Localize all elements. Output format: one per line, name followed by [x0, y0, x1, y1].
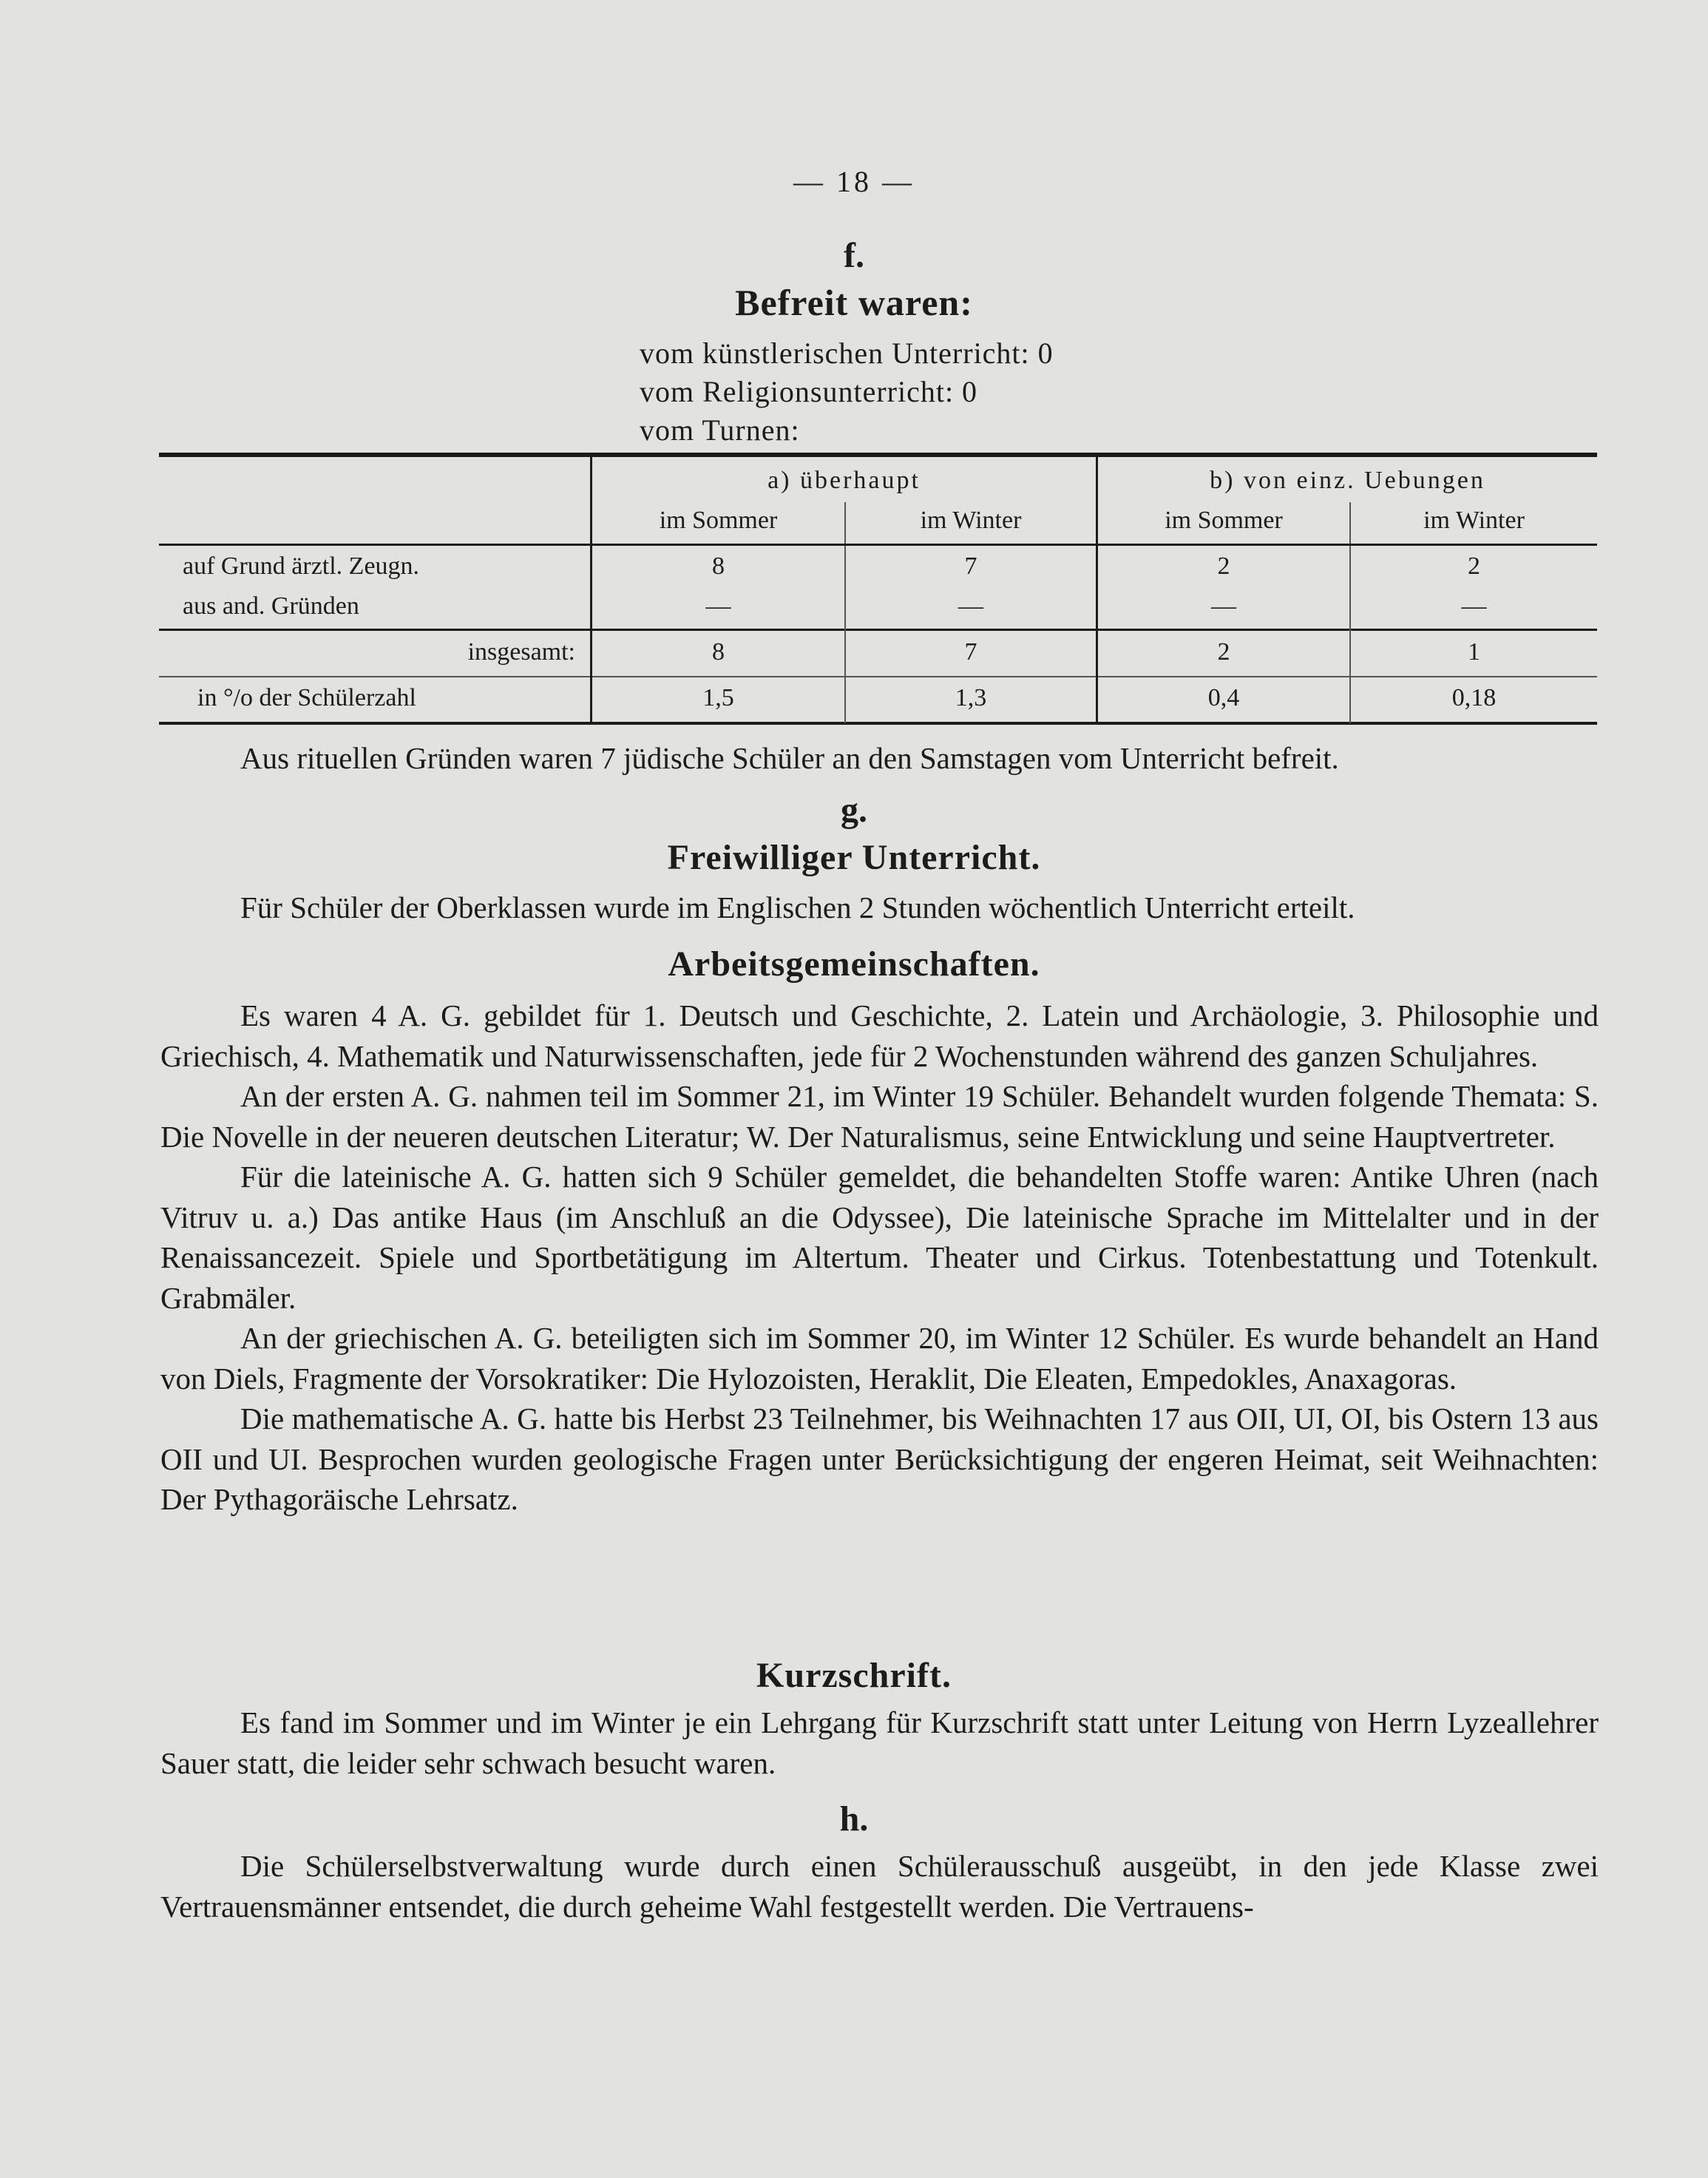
table-bottom-rule: [159, 722, 1597, 725]
exempt-line-turnen: vom Turnen:: [640, 413, 800, 447]
cell-other-a-winter: —: [958, 592, 983, 620]
cell-total-a-summer: 8: [712, 638, 725, 666]
row-label-percent: in °/o der Schülerzahl: [197, 684, 416, 711]
cell-total-a-winter: 7: [964, 638, 977, 666]
freiwillig-paragraph: [160, 887, 1599, 928]
ag-paragraphs: [160, 995, 1599, 1520]
header-a-summer: im Sommer: [659, 507, 778, 534]
cell-total-b-winter: 1: [1468, 638, 1480, 666]
kurzschrift-text: Es fand im Sommer und im Winter je ein Lehrgang für Kurzschrift statt unter Leitung von Herrn Lyzeallehrer Sauer statt, die leider sehr schwach besucht waren.: [160, 1705, 1599, 1780]
section-letter-h: h.: [839, 1799, 869, 1839]
section-letter-f: f.: [844, 236, 864, 275]
exemption-table: [159, 453, 1597, 726]
cell-other-b-winter: —: [1461, 592, 1487, 620]
header-group-a: a) überhaupt: [767, 467, 921, 494]
row-label-medical: auf Grund ärztl. Zeugn.: [183, 552, 420, 580]
row-label-other: aus and. Gründen: [183, 592, 359, 620]
cell-other-a-summer: —: [705, 592, 731, 620]
cell-medical-b-winter: 2: [1468, 552, 1480, 580]
section-letter-g: g.: [841, 791, 867, 830]
table-body-rule: [159, 629, 1597, 631]
row-label-total: insgesamt:: [467, 638, 575, 666]
ag-paragraph-1: Es waren 4 A. G. gebildet für 1. Deutsch und Geschichte, 2. Latein und Archäologie, 3. Philosophie und Griechisch, 4. Mathematik und Naturwissenschaften, jede für 2 Wochenstunden während des ganzen Schuljahres.: [160, 998, 1599, 1073]
cell-percent-a-summer: 1,5: [702, 684, 734, 711]
heading-kurzschrift: Kurzschrift.: [756, 1656, 952, 1695]
ag-paragraph-5: Die mathematische A. G. hatte bis Herbst 23 Teilnehmer, bis Weihnachten 17 aus OII, UI, OI, bis Ostern 13 aus OII und UI. Besprochen wurden geologische Fragen unter Berücksichtigung der engeren Heimat, seit Weihnachten: Der Pythagoräische Lehrsatz.: [160, 1401, 1599, 1516]
exempt-line-religion: vom Religionsunterricht: 0: [640, 375, 978, 408]
freiwillig-text: Für Schüler der Oberklassen wurde im Englischen 2 Stunden wöchentlich Unterricht erteilt.: [240, 890, 1355, 924]
page-number: — 18 —: [793, 165, 915, 198]
cell-medical-a-summer: 8: [712, 552, 725, 580]
header-a-winter: im Winter: [920, 507, 1022, 534]
cell-medical-a-winter: 7: [964, 552, 977, 580]
cell-percent-b-summer: 0,4: [1207, 684, 1240, 711]
cell-percent-b-winter: 0,18: [1451, 684, 1497, 711]
header-group-b: b) von einz. Uebungen: [1210, 467, 1485, 494]
table-header-rule: [159, 544, 1597, 546]
header-b-winter: im Winter: [1423, 507, 1525, 534]
cell-total-b-summer: 2: [1217, 638, 1230, 666]
heading-freiwillig: Freiwilliger Unterricht.: [667, 838, 1041, 877]
ritual-note: [160, 738, 1599, 779]
table-total-rule: [159, 676, 1597, 677]
section-h-paragraph: [160, 1846, 1599, 1927]
table-top-rule: [159, 453, 1597, 457]
ritual-note-text: Aus rituellen Gründen waren 7 jüdische Schüler an den Samstagen vom Unterricht befreit.: [240, 741, 1339, 775]
heading-arbeitsgemeinschaften: Arbeitsgemeinschaften.: [668, 944, 1040, 984]
ag-paragraph-3: Für die lateinische A. G. hatten sich 9 Schüler gemeldet, die behandelten Stoffe waren: Antike Uhren (nach Vitruv u. a.) Das antike Haus (im Anschluß an die Odyssee), Die lateinische Sprache im Mittelalter und in der Renaissancezeit. Spiele und Sportbetätigung im Altertum. Theater und Cirkus. Totenbestattung und Totenkult. Grabmäler.: [160, 1160, 1599, 1315]
ag-paragraph-2: An der ersten A. G. nahmen teil im Sommer 21, im Winter 19 Schüler. Behandelt wurden folgende Themata: S. Die Novelle in der neueren deutschen Literatur; W. Der Naturalismus, seine Entwicklung und seine Hauptvertreter.: [160, 1079, 1599, 1154]
ag-paragraph-4: An der griechischen A. G. beteiligten sich im Sommer 20, im Winter 12 Schüler. Es wurde behandelt an Hand von Diels, Fragmente der Vorsokratiker: Die Hylozoisten, Heraklit, Die Eleaten, Empedokles, Anaxagoras.: [160, 1321, 1599, 1396]
cell-medical-b-summer: 2: [1217, 552, 1230, 580]
section-h-text: Die Schülerselbstverwaltung wurde durch einen Schülerausschuß ausgeübt, in den jede Klasse zwei Vertrauensmänner entsendet, die durch geheime Wahl festgestellt werden. Die Vertrauens-: [160, 1849, 1599, 1924]
cell-other-b-summer: —: [1211, 592, 1236, 620]
heading-befreit: Befreit waren:: [735, 282, 973, 323]
exempt-line-art: vom künstlerischen Unterricht: 0: [640, 336, 1054, 370]
cell-percent-a-winter: 1,3: [955, 684, 987, 711]
header-b-summer: im Sommer: [1165, 507, 1283, 534]
kurzschrift-paragraph: [160, 1702, 1599, 1783]
